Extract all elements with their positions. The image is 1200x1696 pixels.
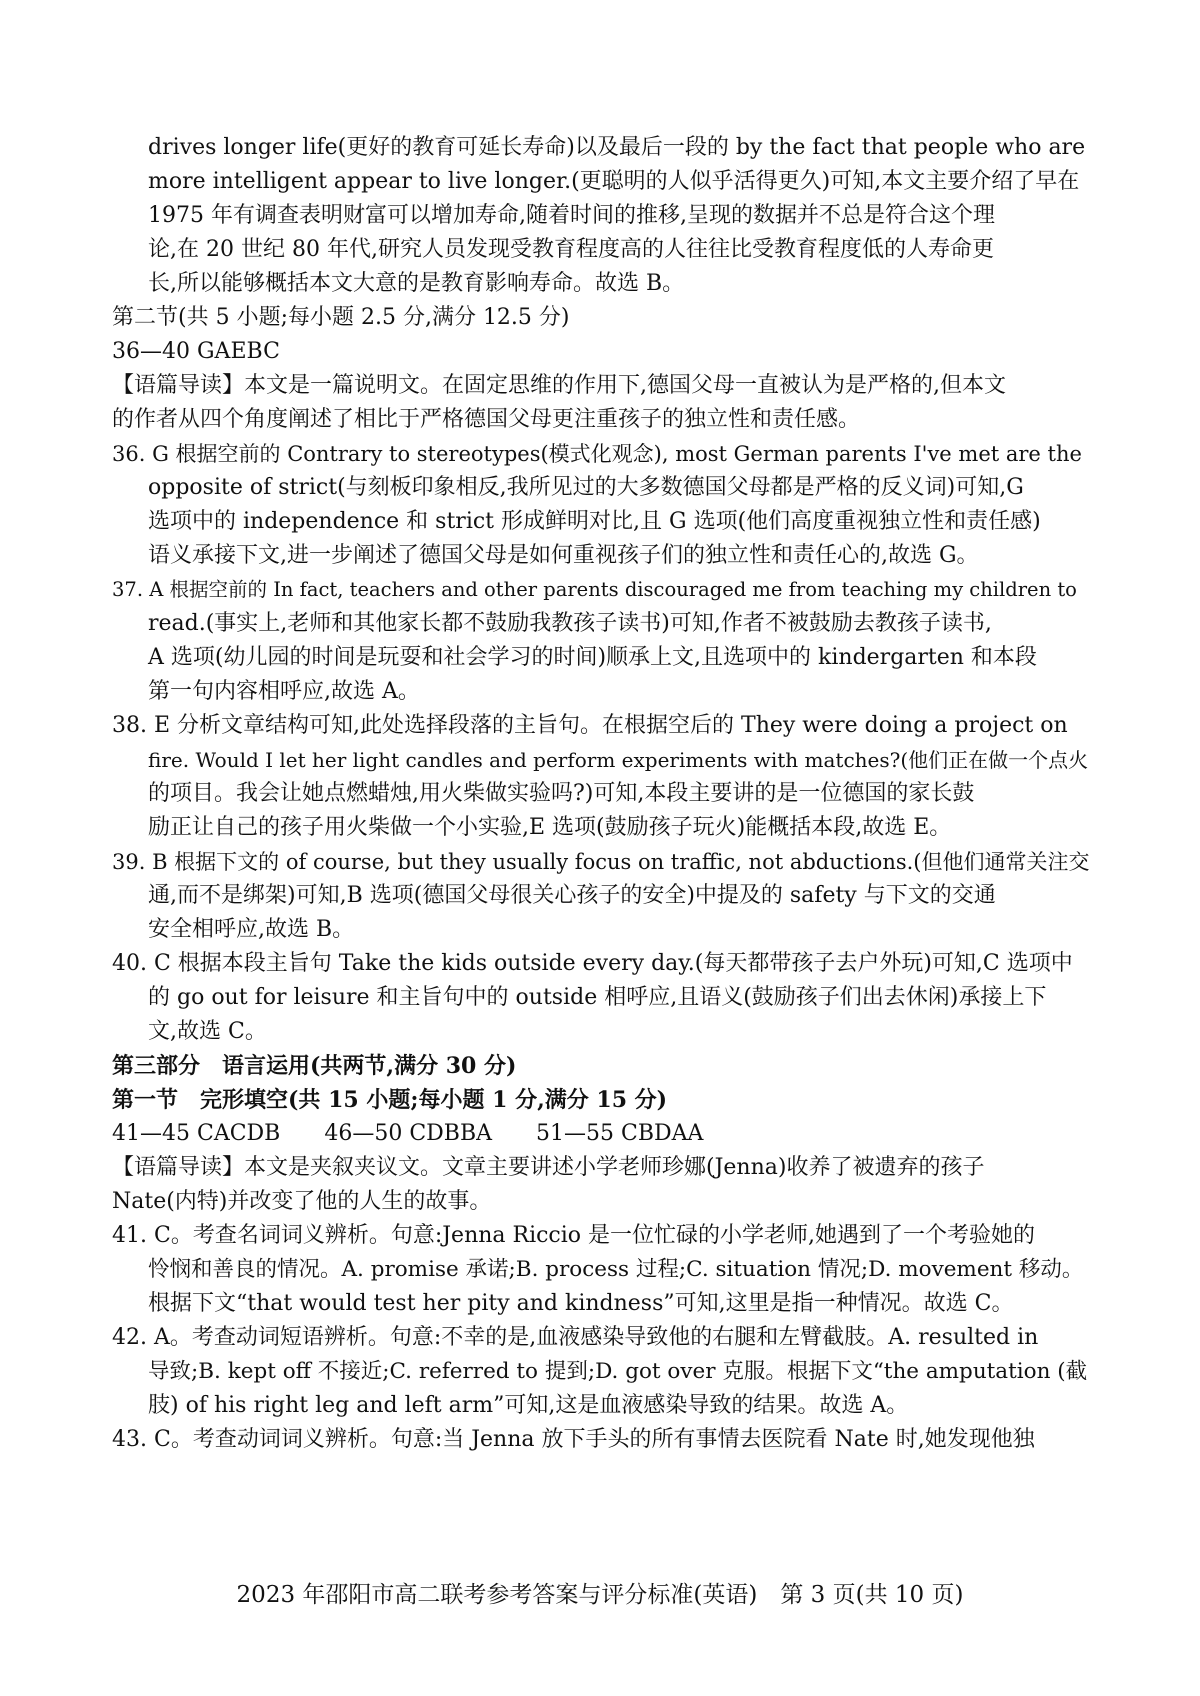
answer-key-row: 41—45 CACDB 46—50 CDBBA 51—55 CBDAA (112, 1121, 704, 1146)
section-heading: 第一节 完形填空(共 15 小题;每小题 1 分,满分 15 分) (112, 1087, 668, 1113)
text-line: A 选项(幼儿园的时间是玩耍和社会学习的时间)顺承上文,且选项中的 kindergarten 和本段 (148, 645, 1037, 670)
text-line: 通,而不是绑架)可知,B 选项(德国父母很关心孩子的安全)中提及的 safety 与下文的交通 (148, 883, 996, 908)
text-line: 论,在 20 世纪 80 年代,研究人员发现受教育程度高的人往往比受教育程度低的人寿命更 (148, 237, 994, 262)
text-line: 肢) of his right leg and left arm”可知,这是血液感染导致的结果。故选 A。 (148, 1393, 909, 1418)
answer-key-row: 36—40 GAEBC (112, 339, 280, 364)
text-line: 怜悯和善良的情况。A. promise 承诺;B. process 过程;C. situation 情况;D. movement 移动。 (148, 1257, 1084, 1282)
passage-guide: 【语篇导读】本文是一篇说明文。在固定思维的作用下,德国父母一直被认为是严格的,但本文 (112, 373, 1006, 398)
question-explanation: 36. G 根据空前的 Contrary to stereotypes(模式化观念), most German parents I've met are the (112, 442, 1082, 466)
text-line: 根据下文“that would test her pity and kindness”可知,这里是指一种情况。故选 C。 (148, 1291, 1014, 1316)
text-line: fire. Would I let her light candles and perform experiments with matches?(他们正在做一个点火 (148, 748, 1089, 772)
question-explanation: 38. E 分析文章结构可知,此处选择段落的主旨句。在根据空后的 They were doing a project on (112, 713, 1068, 738)
text-line: read.(事实上,老师和其他家长都不鼓励我教孩子读书)可知,作者不被鼓励去教孩子读书, (148, 611, 992, 636)
question-explanation: 37. A 根据空前的 In fact, teachers and other parents discouraged me from teaching my children to (112, 578, 1077, 601)
text-line: 选项中的 independence 和 strict 形成鲜明对比,且 G 选项(他们高度重视独立性和责任感) (148, 509, 1041, 534)
section-heading: 第二节(共 5 小题;每小题 2.5 分,满分 12.5 分) (112, 305, 570, 330)
passage-guide: Nate(内特)并改变了他的人生的故事。 (112, 1189, 492, 1214)
text-line: drives longer life(更好的教育可延长寿命)以及最后一段的 by the fact that people who are (148, 135, 1086, 160)
text-line: 语义承接下文,进一步阐述了德国父母是如何重视孩子们的独立性和责任心的,故选 G。 (148, 543, 979, 568)
part-heading: 第三部分 语言运用(共两节,满分 30 分) (112, 1053, 517, 1079)
text-line: 导致;B. kept off 不接近;C. referred to 提到;D. got over 克服。根据下文“the amputation (截 (148, 1359, 1088, 1384)
text-line: 文,故选 C。 (148, 1019, 267, 1044)
question-explanation: 40. C 根据本段主旨句 Take the kids outside every day.(每天都带孩子去户外玩)可知,C 选项中 (112, 951, 1073, 976)
text-line: 安全相呼应,故选 B。 (148, 917, 355, 942)
text-line: 第一句内容相呼应,故选 A。 (148, 679, 420, 704)
text-line: 励正让自己的孩子用火柴做一个小实验,E 选项(鼓励孩子玩火)能概括本段,故选 E。 (148, 815, 952, 840)
question-explanation: 39. B 根据下文的 of course, but they usually focus on traffic, not abductions.(但他们通常关注交 (112, 850, 1090, 874)
text-line: 的 go out for leisure 和主旨句中的 outside 相呼应,且语义(鼓励孩子们出去休闲)承接上下 (148, 985, 1047, 1010)
question-explanation: 42. A。考查动词短语辨析。句意:不幸的是,血液感染导致他的右腿和左臂截肢。A. resulted in (112, 1325, 1039, 1350)
page-footer: 2023 年邵阳市高二联考参考答案与评分标准(英语) 第 3 页(共 10 页) (236, 1582, 964, 1608)
question-explanation: 43. C。考查动词词义辨析。句意:当 Jenna 放下手头的所有事情去医院看 Nate 时,她发现他独 (112, 1427, 1035, 1452)
passage-guide: 的作者从四个角度阐述了相比于严格德国父母更注重孩子的独立性和责任感。 (112, 407, 861, 432)
question-explanation: 41. C。考查名词词义辨析。句意:Jenna Riccio 是一位忙碌的小学老师,她遇到了一个考验她的 (112, 1223, 1036, 1248)
text-line: 的项目。我会让她点燃蜡烛,用火柴做实验吗?)可知,本段主要讲的是一位德国的家长鼓 (148, 781, 975, 806)
text-line: 长,所以能够概括本文大意的是教育影响寿命。故选 B。 (148, 271, 685, 296)
text-line: more intelligent appear to live longer.(更聪明的人似乎活得更久)可知,本文主要介绍了早在 (148, 169, 1080, 194)
passage-guide: 【语篇导读】本文是夹叙夹议文。文章主要讲述小学老师珍娜(Jenna)收养了被遗弃的孩子 (112, 1155, 985, 1180)
text-line: opposite of strict(与刻板印象相反,我所见过的大多数德国父母都是严格的反义词)可知,G (148, 475, 1024, 500)
text-line: 1975 年有调查表明财富可以增加寿命,随着时间的推移,呈现的数据并不总是符合这个理 (148, 203, 995, 228)
